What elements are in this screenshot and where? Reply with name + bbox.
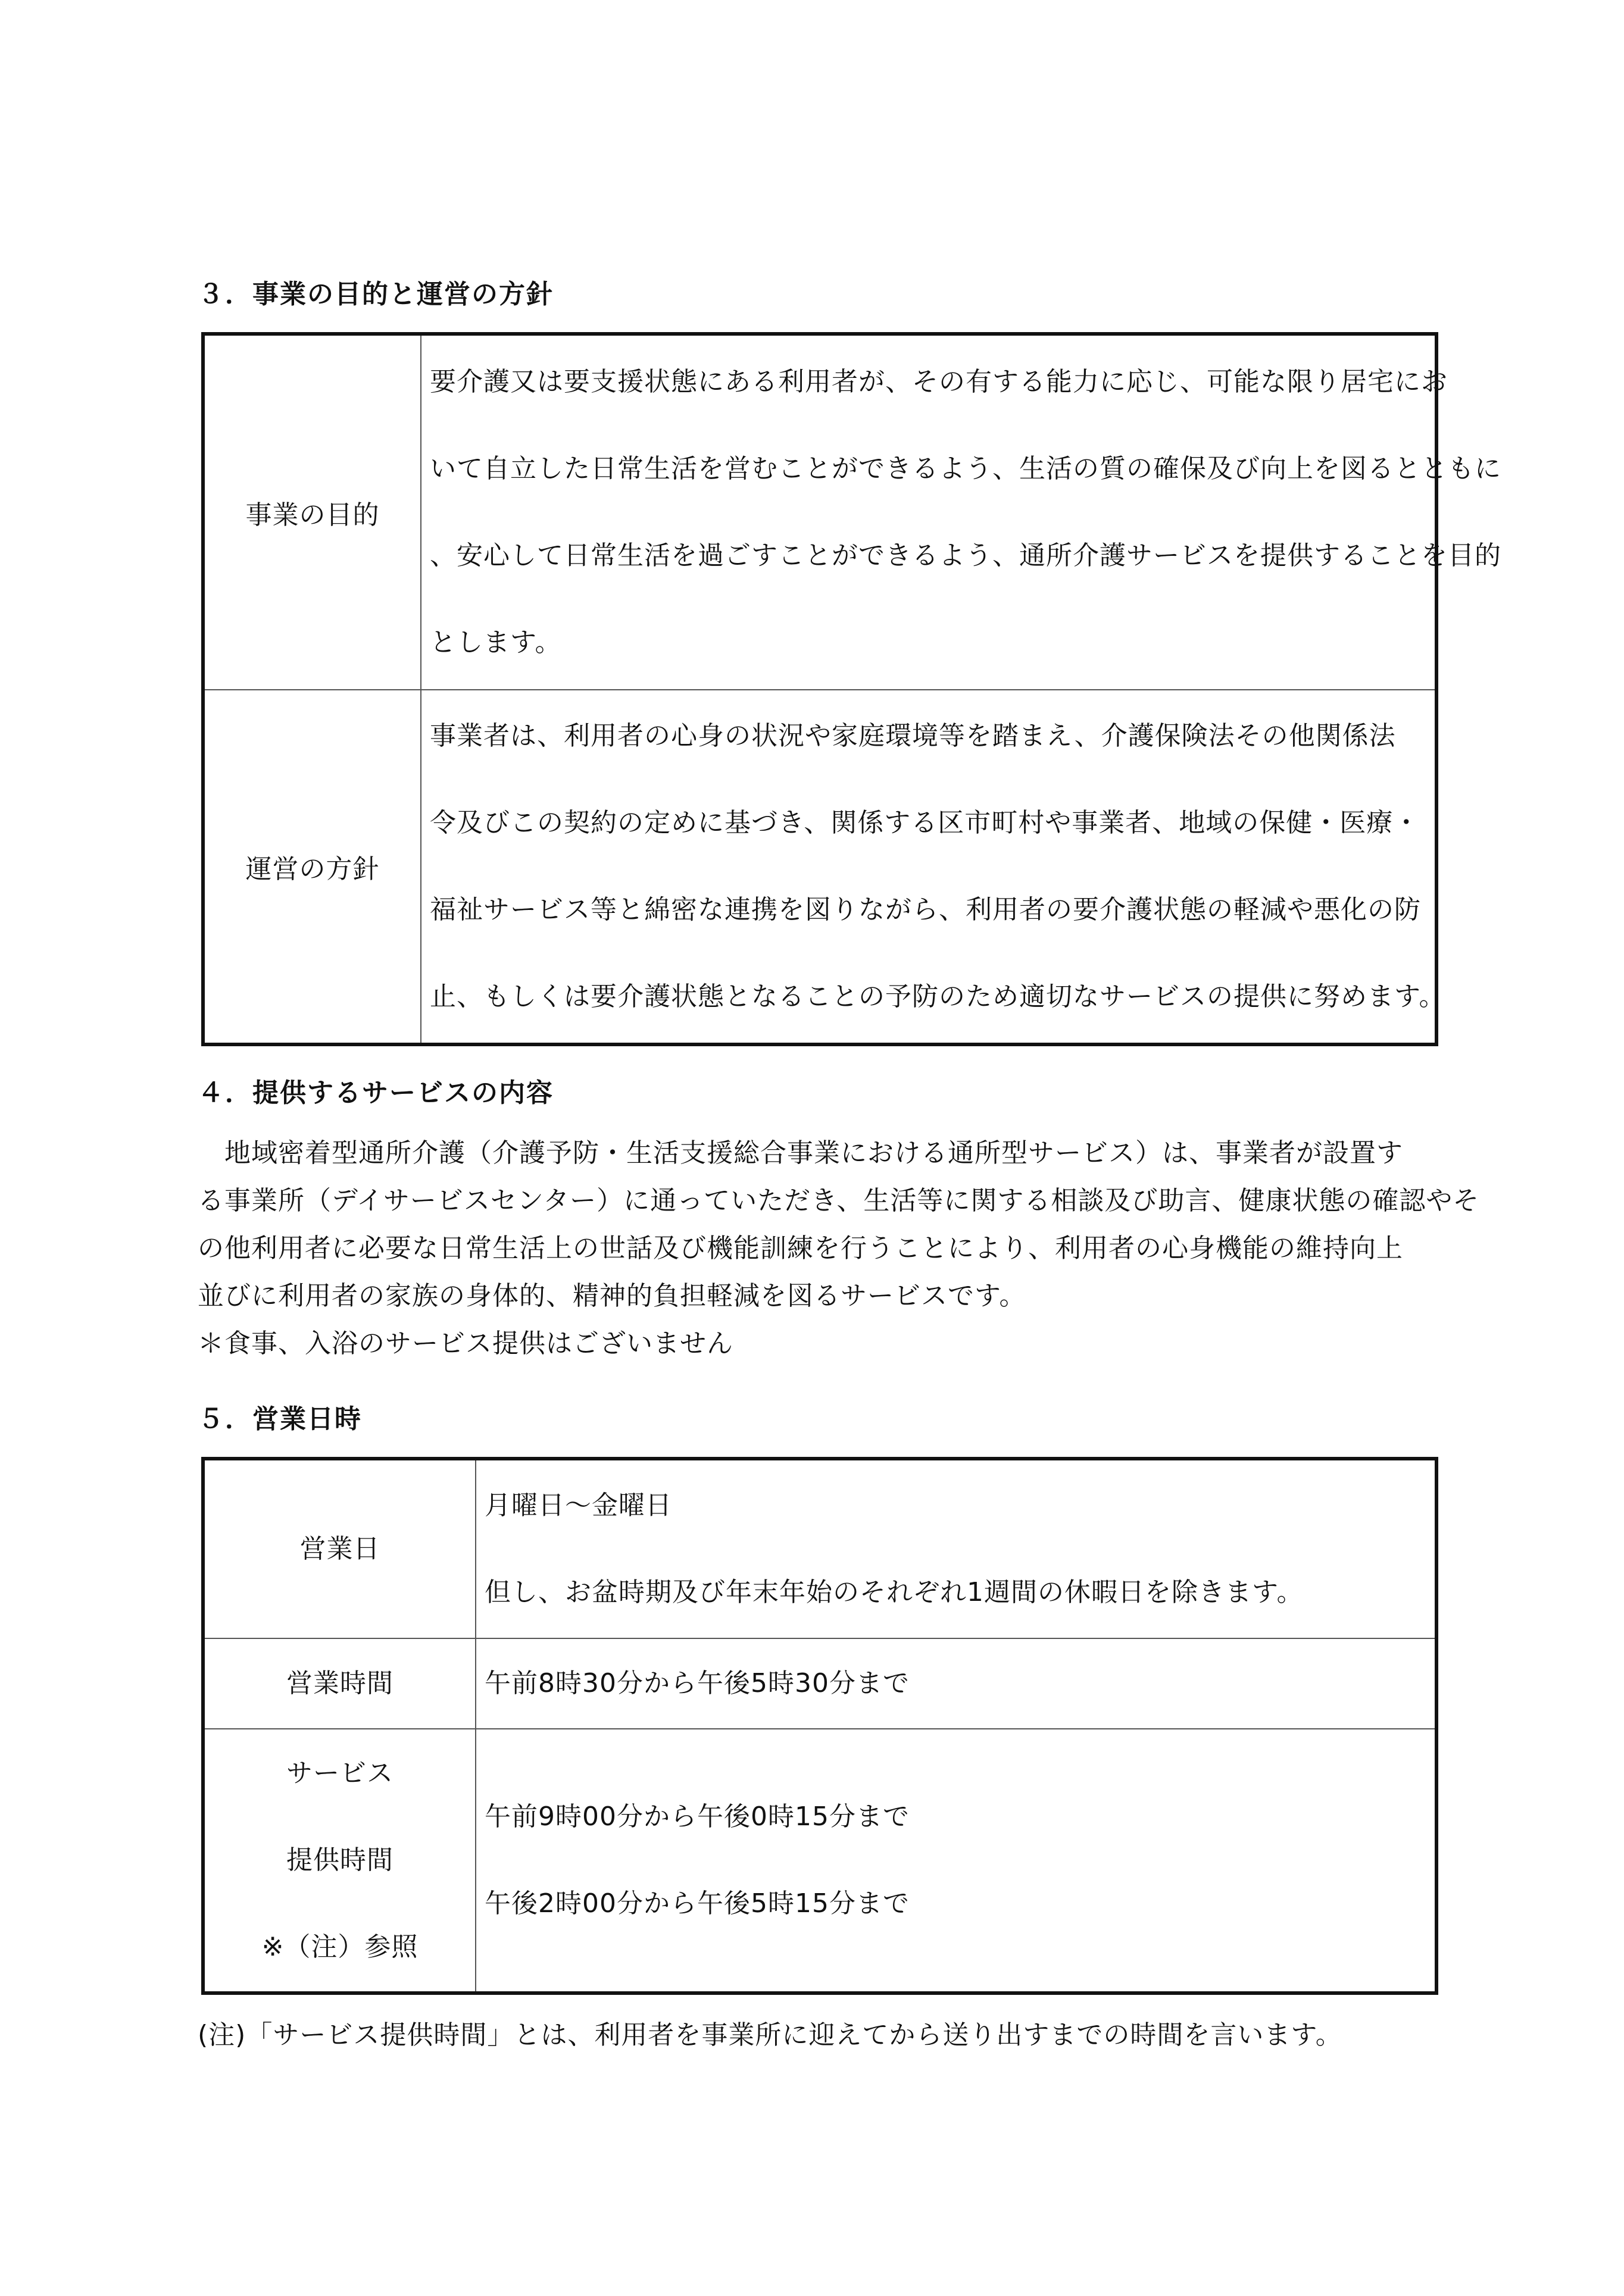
- purpose-line: 、安心して日常生活を過ごすことができるよう、通所介護サービスを提供することを目的: [430, 540, 1501, 571]
- policy-line: 事業者は、利用者の心身の状況や家庭環境等を踏まえ、介護保険法その他関係法: [430, 721, 1396, 751]
- service-hours-label: [203, 1729, 476, 1993]
- table-row: [203, 1729, 1436, 1993]
- table-row: [203, 1638, 1436, 1729]
- description-line: 並びに利用者の家族の身体的、精神的負担軽減を図るサービスです。: [198, 1281, 1026, 1311]
- business-hours-table: [201, 1457, 1438, 1995]
- description-note: ＊食事、入浴のサービス提供はございません: [198, 1328, 733, 1359]
- table-row: [203, 334, 1436, 690]
- label-line: 営業日: [299, 1534, 380, 1564]
- table-row: [203, 1459, 1436, 1638]
- service-description: [198, 1130, 1479, 1368]
- label-line: サービス: [286, 1758, 393, 1788]
- hours-note: [198, 2012, 1342, 2059]
- content-line: 午前8時30分から午後5時30分まで: [485, 1668, 910, 1698]
- purpose-label: 事業の目的: [203, 334, 421, 690]
- purpose-line: とします。: [430, 627, 562, 658]
- content-line: 但し、お盆時期及び年末年始のそれぞれ1週間の休暇日を除きます。: [485, 1577, 1304, 1607]
- description-line: の他利用者に必要な日常生活上の世話及び機能訓練を行うことにより、利用者の心身機能の維持向上: [198, 1233, 1403, 1263]
- note-line: (注)「サービス提供時間」とは、利用者を事業所に迎えてから送り出すまでの時間を言います。: [198, 2020, 1342, 2050]
- label-line: 営業時間: [286, 1668, 393, 1698]
- purpose-content: [421, 334, 1501, 690]
- policy-line: 福祉サービス等と綿密な連携を図りながら、利用者の要介護状態の軽減や悪化の防: [430, 894, 1421, 925]
- table-row: [203, 690, 1436, 1044]
- purpose-line: 要介護又は要支援状態にある利用者が、その有する能力に応じ、可能な限り居宅にお: [430, 367, 1448, 397]
- content-line: 月曜日～金曜日: [485, 1490, 672, 1521]
- policy-line: 令及びこの契約の定めに基づき、関係する区市町村や事業者、地域の保健・医療・: [430, 808, 1420, 838]
- business-hours-content: [476, 1638, 1436, 1729]
- content-line: 午後2時00分から午後5時15分まで: [485, 1888, 910, 1919]
- description-line: 地域密着型通所介護（介護予防・生活支援総合事業における通所型サービス）は、事業者が設置す: [198, 1138, 1403, 1168]
- description-line: る事業所（デイサービスセンター）に通っていただき、生活等に関する相談及び助言、健康状態の確認やそ: [198, 1185, 1480, 1216]
- business-hours-label: [203, 1638, 476, 1729]
- business-days-label: [203, 1459, 476, 1638]
- label-line: ※（注）参照: [261, 1932, 419, 1962]
- section-3-heading: ３．事業の目的と運営の方針: [198, 279, 554, 309]
- purpose-line: いて自立した日常生活を営むことができるよう、生活の質の確保及び向上を図るとともに: [430, 453, 1501, 484]
- content-line: 午前9時00分から午後0時15分まで: [485, 1801, 910, 1832]
- service-hours-content: [476, 1729, 1436, 1993]
- purpose-policy-table: [201, 332, 1501, 1046]
- business-days-content: [476, 1459, 1436, 1638]
- policy-label: 運営の方針: [203, 690, 421, 1044]
- section-4-heading: ４．提供するサービスの内容: [198, 1078, 554, 1108]
- policy-content: [421, 690, 1446, 1044]
- policy-line: 止、もしくは要介護状態となることの予防のため適切なサービスの提供に努めます。: [430, 981, 1446, 1012]
- label-line: 提供時間: [286, 1845, 393, 1875]
- section-5-heading: ５．営業日時: [198, 1404, 362, 1434]
